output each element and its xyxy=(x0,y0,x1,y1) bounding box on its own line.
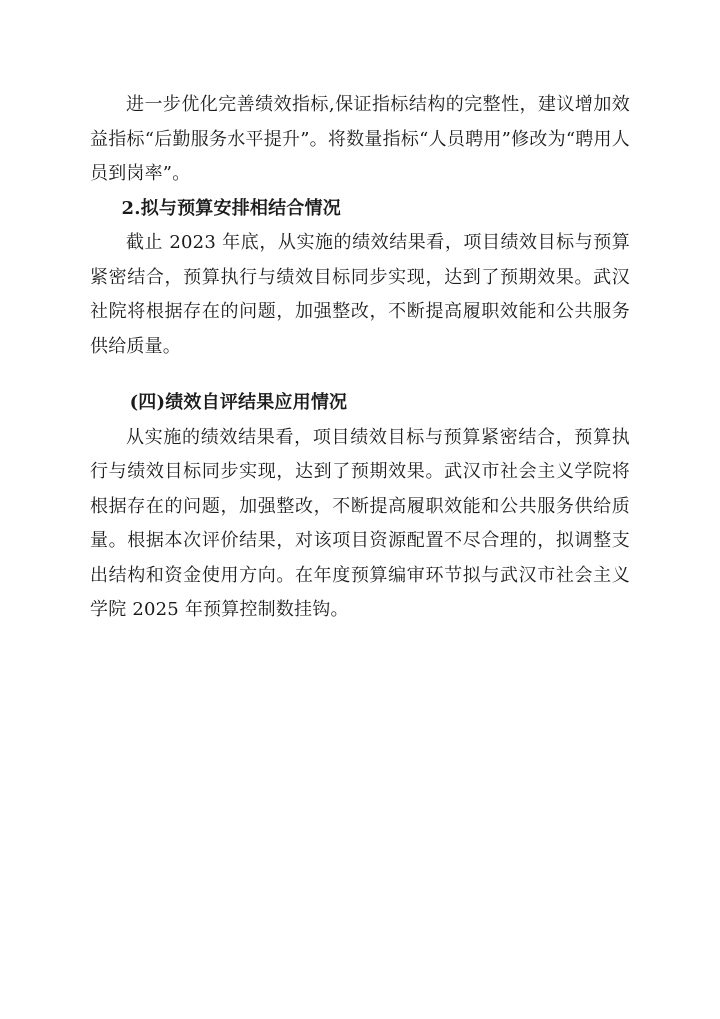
paragraph-indicator-optimization: 进一步优化完善绩效指标,保证指标结构的完整性，建议增加效益指标“后勤服务水平提升”。将数量指标“人员聘用”修改为“聘用人员到岗率”。 xyxy=(90,94,630,184)
paragraph-budget-arrangement: 截止 2023 年底，从实施的绩效结果看，项目绩效目标与预算紧密结合，预算执行与绩效目标同步实现，达到了预期效果。武汉社院将根据存在的问题，加强整改，不断提高履职效能和公共服务供给质量。 xyxy=(90,232,630,357)
paragraph-self-evaluation-application: 从实施的绩效结果看，项目绩效目标与预算紧密结合，预算执行与绩效目标同步实现，达到了预期效果。武汉市社会主义学院将根据存在的问题，加强整改，不断提高履职效能和公共服务供给质量。根据本次评价结果，对该项目资源配置不尽合理的，拟调整支出结构和资金使用方向。在年度预算编审环节拟与武汉市社会主义学院 2025 年预算控制数挂钩。 xyxy=(90,426,630,620)
heading-budget-arrangement: 2.拟与预算安排相结合情况 xyxy=(121,197,341,219)
heading-self-evaluation-application: (四)绩效自评结果应用情况 xyxy=(129,392,348,413)
document-page xyxy=(90,88,630,628)
